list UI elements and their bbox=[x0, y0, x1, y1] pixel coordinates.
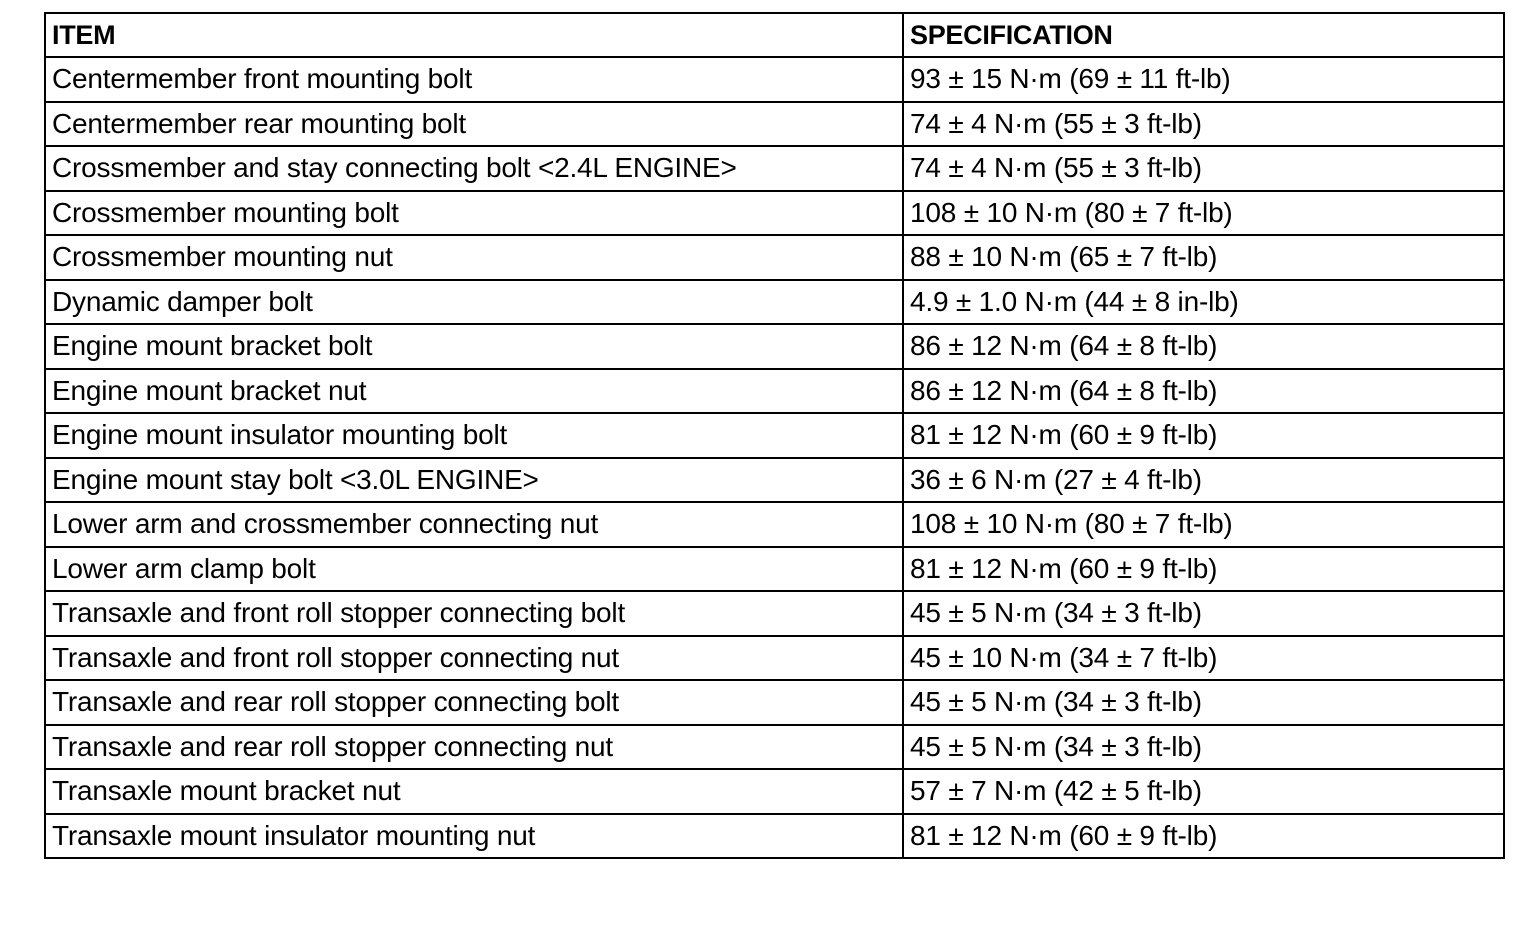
item-cell: Lower arm clamp bolt bbox=[45, 547, 903, 592]
table-row bbox=[45, 280, 1504, 325]
specification-cell: 86 ± 12 N·m (64 ± 8 ft-lb) bbox=[903, 369, 1504, 414]
specification-cell: 74 ± 4 N·m (55 ± 3 ft-lb) bbox=[903, 146, 1504, 191]
specification-cell: 74 ± 4 N·m (55 ± 3 ft-lb) bbox=[903, 102, 1504, 147]
table-row bbox=[45, 458, 1504, 503]
specification-cell: 45 ± 5 N·m (34 ± 3 ft-lb) bbox=[903, 725, 1504, 770]
table-row bbox=[45, 57, 1504, 102]
specification-cell: 93 ± 15 N·m (69 ± 11 ft-lb) bbox=[903, 57, 1504, 102]
item-cell: Engine mount bracket nut bbox=[45, 369, 903, 414]
header-row bbox=[45, 13, 1504, 57]
specification-cell: 45 ± 10 N·m (34 ± 7 ft-lb) bbox=[903, 636, 1504, 681]
specification-cell: 36 ± 6 N·m (27 ± 4 ft-lb) bbox=[903, 458, 1504, 503]
specification-cell: 57 ± 7 N·m (42 ± 5 ft-lb) bbox=[903, 769, 1504, 814]
specification-cell: 81 ± 12 N·m (60 ± 9 ft-lb) bbox=[903, 413, 1504, 458]
table-row bbox=[45, 636, 1504, 681]
table-row bbox=[45, 502, 1504, 547]
item-cell: Crossmember mounting nut bbox=[45, 235, 903, 280]
item-cell: Crossmember mounting bolt bbox=[45, 191, 903, 236]
specification-cell: 81 ± 12 N·m (60 ± 9 ft-lb) bbox=[903, 814, 1504, 859]
specification-cell: 88 ± 10 N·m (65 ± 7 ft-lb) bbox=[903, 235, 1504, 280]
specification-cell: 45 ± 5 N·m (34 ± 3 ft-lb) bbox=[903, 680, 1504, 725]
table-row bbox=[45, 680, 1504, 725]
table-row bbox=[45, 102, 1504, 147]
specification-cell: 4.9 ± 1.0 N·m (44 ± 8 in-lb) bbox=[903, 280, 1504, 325]
table-row bbox=[45, 725, 1504, 770]
specification-cell: 108 ± 10 N·m (80 ± 7 ft-lb) bbox=[903, 191, 1504, 236]
table-row bbox=[45, 413, 1504, 458]
table-row bbox=[45, 547, 1504, 592]
item-cell: Transaxle mount insulator mounting nut bbox=[45, 814, 903, 859]
item-cell: Engine mount stay bolt <3.0L ENGINE> bbox=[45, 458, 903, 503]
table-row bbox=[45, 191, 1504, 236]
table-row bbox=[45, 235, 1504, 280]
table-row bbox=[45, 591, 1504, 636]
item-cell: Engine mount bracket bolt bbox=[45, 324, 903, 369]
item-cell: Transaxle and rear roll stopper connecting bolt bbox=[45, 680, 903, 725]
specification-cell: 81 ± 12 N·m (60 ± 9 ft-lb) bbox=[903, 547, 1504, 592]
table-row bbox=[45, 146, 1504, 191]
specification-cell: 108 ± 10 N·m (80 ± 7 ft-lb) bbox=[903, 502, 1504, 547]
item-cell: Centermember front mounting bolt bbox=[45, 57, 903, 102]
table-row bbox=[45, 324, 1504, 369]
item-cell: Transaxle mount bracket nut bbox=[45, 769, 903, 814]
specification-cell: 45 ± 5 N·m (34 ± 3 ft-lb) bbox=[903, 591, 1504, 636]
item-cell: Engine mount insulator mounting bolt bbox=[45, 413, 903, 458]
item-cell: Crossmember and stay connecting bolt <2.4L ENGINE> bbox=[45, 146, 903, 191]
specification-column-header: SPECIFICATION bbox=[903, 13, 1504, 57]
table-row bbox=[45, 814, 1504, 859]
item-cell: Lower arm and crossmember connecting nut bbox=[45, 502, 903, 547]
item-cell: Transaxle and front roll stopper connecting bolt bbox=[45, 591, 903, 636]
table-row bbox=[45, 369, 1504, 414]
item-cell: Transaxle and front roll stopper connecting nut bbox=[45, 636, 903, 681]
table-row bbox=[45, 769, 1504, 814]
torque-spec-table bbox=[44, 12, 1505, 859]
item-cell: Transaxle and rear roll stopper connecting nut bbox=[45, 725, 903, 770]
item-cell: Centermember rear mounting bolt bbox=[45, 102, 903, 147]
item-column-header: ITEM bbox=[45, 13, 903, 57]
item-cell: Dynamic damper bolt bbox=[45, 280, 903, 325]
specification-cell: 86 ± 12 N·m (64 ± 8 ft-lb) bbox=[903, 324, 1504, 369]
